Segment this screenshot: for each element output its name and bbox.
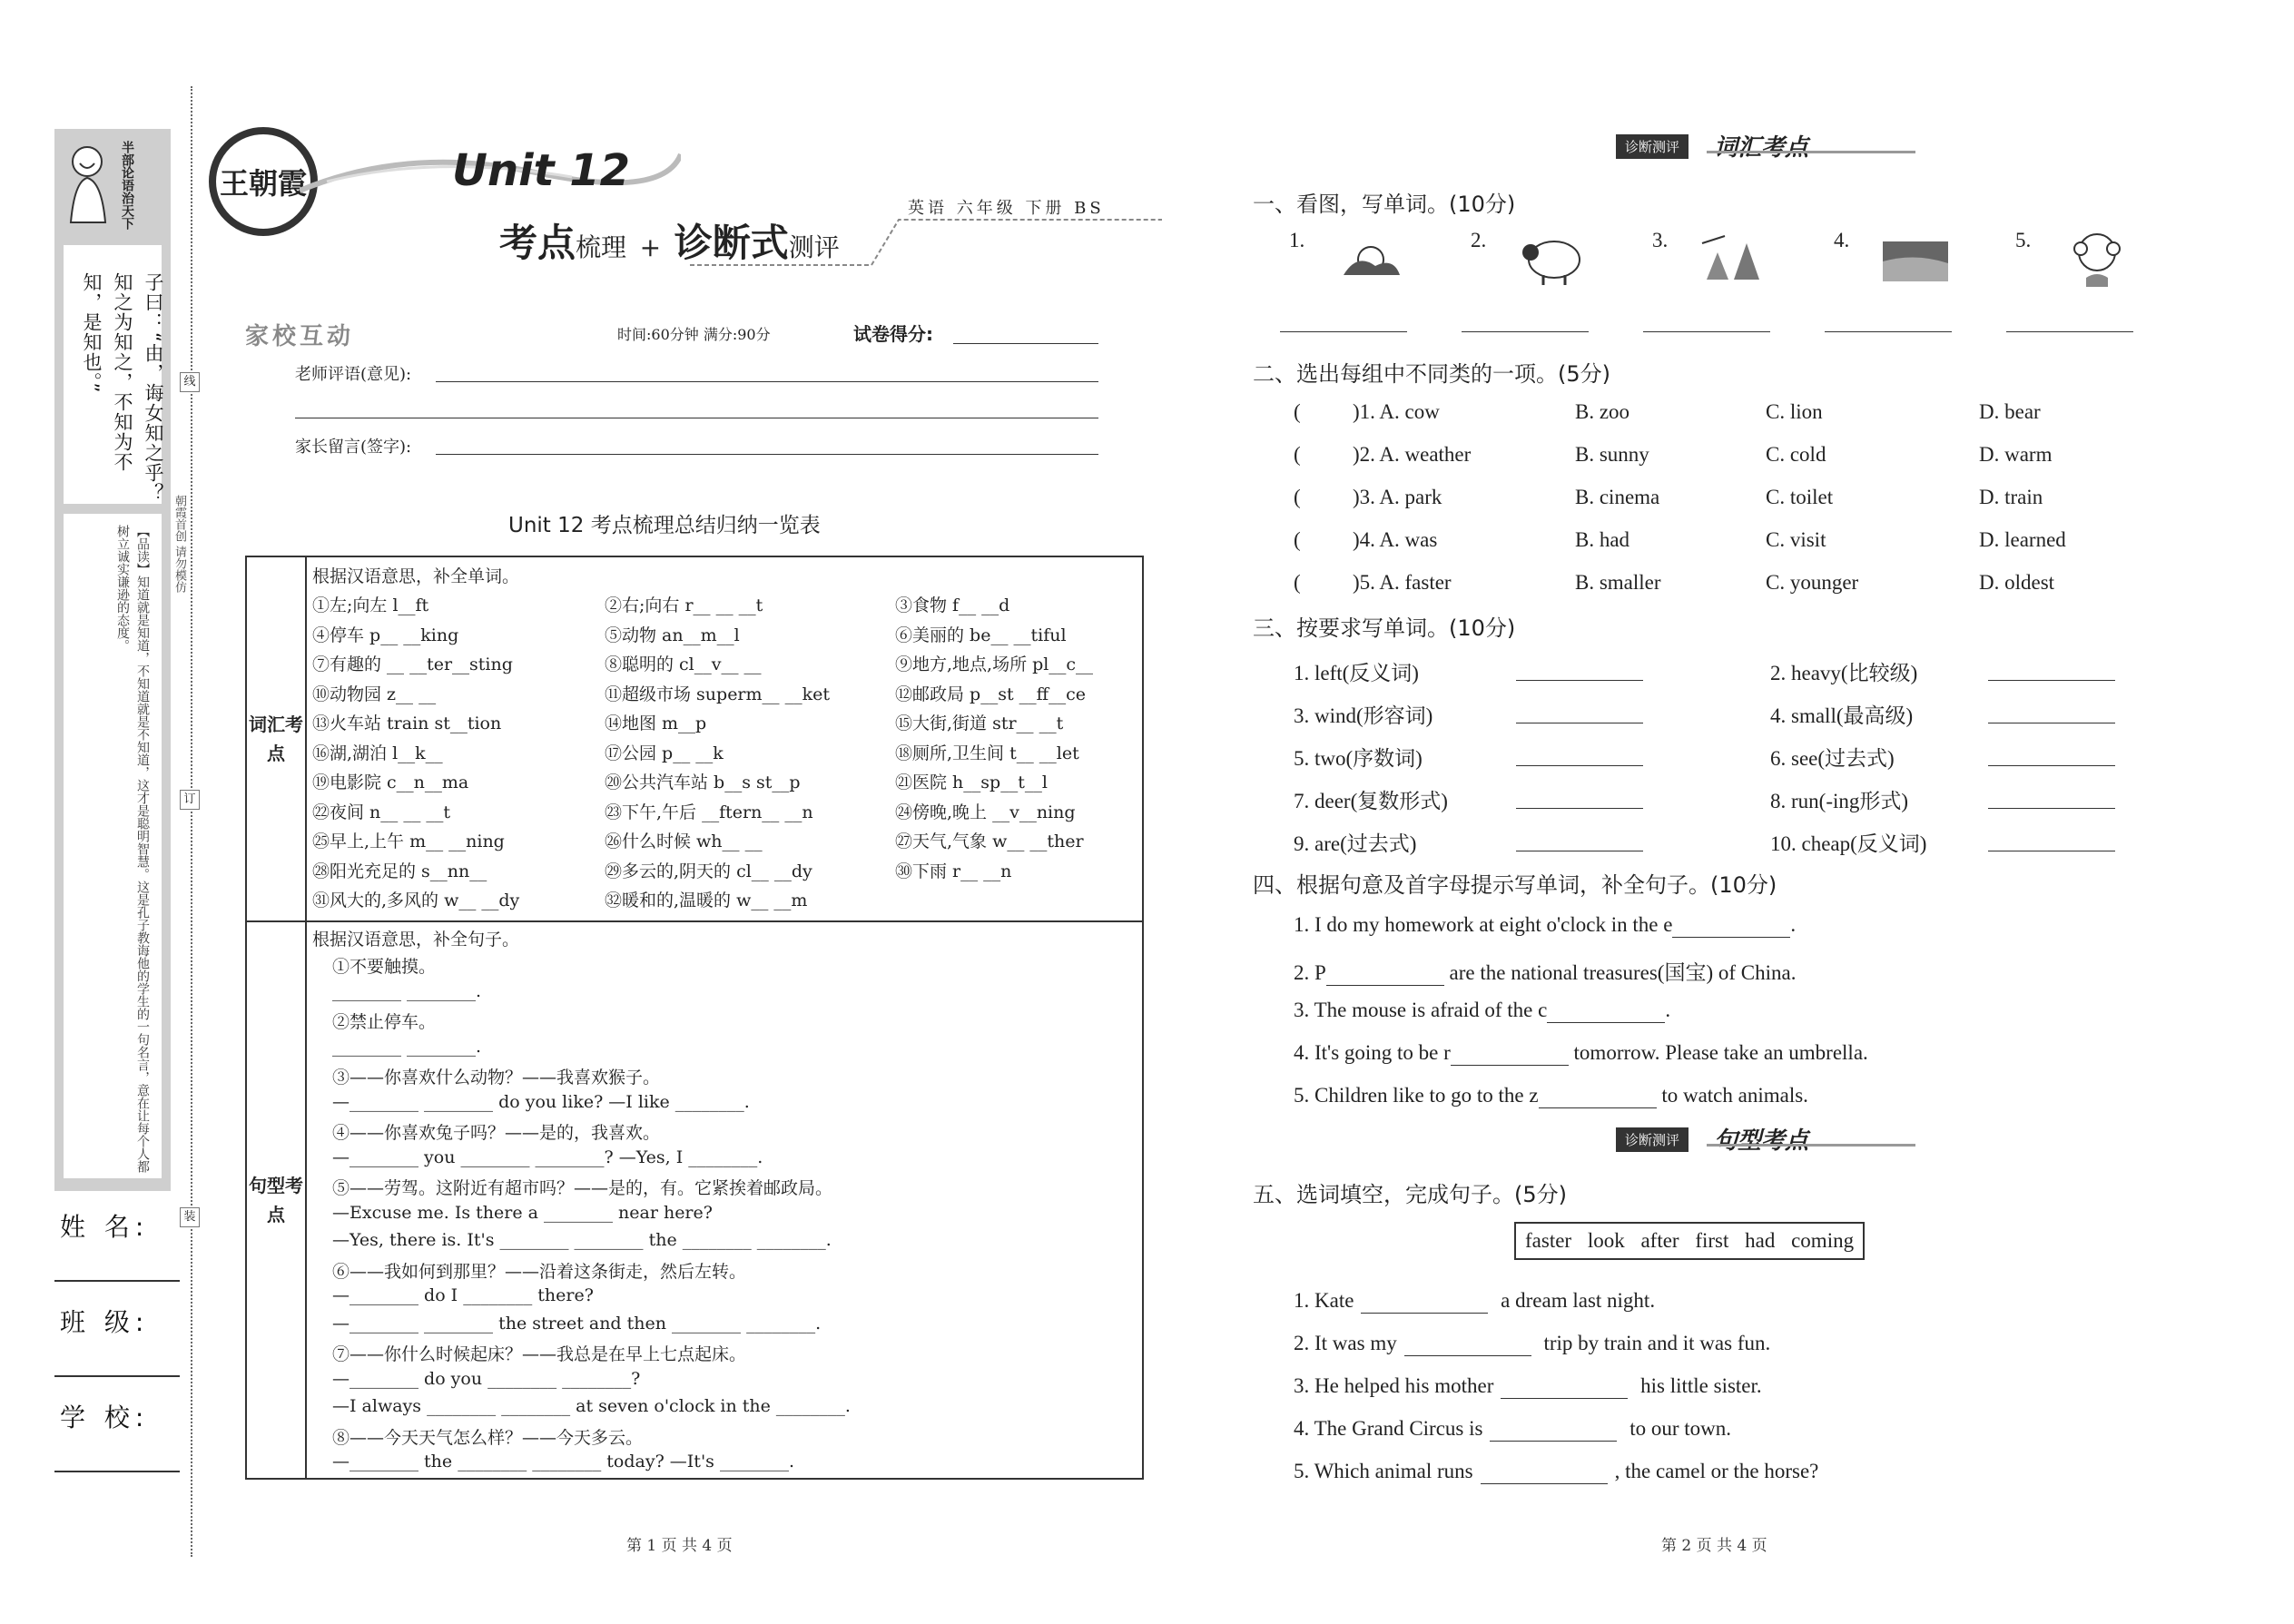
answer-blank[interactable] <box>1280 331 1407 332</box>
word-form-item: 10. cheap(反义词) <box>1770 832 1927 855</box>
answer-blank[interactable] <box>1547 999 1665 1023</box>
answer-blank[interactable] <box>1988 808 2115 809</box>
sentence-line: ②禁止停车。 <box>332 1012 437 1032</box>
sentence-line: ⑧——今天天气怎么样？——今天多云。 <box>332 1427 644 1448</box>
grade-info: 英语 六年级 下册 BS <box>908 199 1105 218</box>
answer-blank[interactable] <box>1501 1374 1628 1399</box>
word-form-item: 6. see(过去式) <box>1770 747 1895 770</box>
sentence-text: 1. I do my homework at eight o'clock in the e <box>1294 913 1673 936</box>
vocab-cell: ⑮大街,街道 str__ __t <box>895 714 1064 733</box>
answer-blank[interactable] <box>1404 1332 1531 1356</box>
banner-tag: 诊断测评 <box>1616 134 1689 159</box>
lake-picture <box>1879 225 1952 289</box>
sentence-text: tomorrow. Please take an umbrella. <box>1568 1041 1868 1064</box>
sentence-instruction: 根据汉语意思，补全句子。 <box>312 930 520 950</box>
confucius-figure <box>62 136 114 227</box>
sentence-line: —Yes, there is. It's ________ ________ the ________ ________. <box>332 1230 832 1250</box>
picture-number: 4. <box>1834 229 1850 251</box>
vocab-cell: ⑨地方,地点,场所 pl__c__ <box>895 655 1093 674</box>
sentence-line: ③——你喜欢什么动物？——我喜欢猴子。 <box>332 1068 661 1088</box>
sentence-line: —________ ________ the street and then ________ ________. <box>332 1313 822 1334</box>
sentence-item <box>1294 1374 1762 1399</box>
sentence-text: 4. It's going to be r <box>1294 1041 1451 1064</box>
picture-number: 3. <box>1652 229 1669 251</box>
sentence-text: , the camel or the horse? <box>1614 1460 1819 1482</box>
word-form-item: 5. two(序数词) <box>1294 747 1423 770</box>
cloudy-sun-picture <box>1334 225 1407 289</box>
picture-number: 2. <box>1471 229 1487 251</box>
vocab-cell: ⑪超级市场 superm__ __ket <box>605 684 830 704</box>
vocab-cell: ⑯湖,湖泊 l__k__ <box>312 743 443 763</box>
sentence-line: —________ you ________ ________? —Yes, I ________. <box>332 1147 763 1167</box>
binding-mark: 线 <box>180 372 200 392</box>
vocab-cell: ㉜暖和的,温暖的 w__ __m <box>605 891 808 910</box>
vocab-instruction: 根据汉语意思，补全单词。 <box>312 566 520 586</box>
sentence-text: to our town. <box>1624 1417 1732 1440</box>
choice-option: B. had <box>1575 528 1630 551</box>
sentence-item <box>1294 1417 1731 1442</box>
answer-blank[interactable] <box>1516 765 1643 766</box>
choice-option: B. sunny <box>1575 443 1649 466</box>
monkey-picture <box>2061 225 2133 289</box>
sentence-line: ⑥——我如何到那里？——沿着这条街走，然后左转。 <box>332 1261 747 1282</box>
sentence-line: —I always ________ ________ at seven o'clock in the ________. <box>332 1396 851 1416</box>
vocab-cell: ⑲电影院 c__n__ma <box>312 773 469 792</box>
vocab-cell: ②右;向右 r__ __ __t <box>605 595 763 615</box>
choice-option: B. zoo <box>1575 400 1630 423</box>
choice-option: C. toilet <box>1766 486 1834 508</box>
title-underline <box>690 211 1162 274</box>
word-form-item: 7. deer(复数形式) <box>1294 790 1448 812</box>
vocab-cell: ⑩动物园 z__ __ <box>312 684 437 704</box>
answer-bracket[interactable]: ( <box>1294 571 1301 594</box>
logo-text: 王朝霞 <box>219 166 307 201</box>
answer-blank[interactable] <box>1326 961 1444 986</box>
answer-blank[interactable] <box>1361 1289 1488 1314</box>
answer-blank[interactable] <box>1481 1460 1608 1484</box>
vocab-cell: ⑭地图 m__p <box>605 714 707 733</box>
choice-option: C. lion <box>1766 400 1823 423</box>
unit-title: Unit 12 <box>452 145 631 196</box>
vocab-cell: ⑫邮政局 p__st __ff__ce <box>895 684 1087 704</box>
choice-option: )5. A. faster <box>1353 571 1452 594</box>
table-divider <box>245 920 1144 922</box>
picture-number: 5. <box>2015 229 2032 251</box>
sheep-picture <box>1516 225 1589 289</box>
sentence-text: 3. He helped his mother <box>1294 1374 1494 1397</box>
answer-bracket[interactable]: ( <box>1294 486 1301 508</box>
answer-bracket[interactable]: ( <box>1294 443 1301 466</box>
sentence-item <box>1294 999 1670 1023</box>
proverb-heading: 半部论语治天下 <box>120 141 134 230</box>
choice-option: )4. A. was <box>1353 528 1438 551</box>
sentence-text: 2. It was my <box>1294 1332 1397 1354</box>
section-3-title: 三、按要求写单词。(10分) <box>1253 615 1516 641</box>
banner-arrow <box>1707 151 1915 153</box>
confucius-quote: 子曰：“由，诲女知之乎？知之为知之，不知为不知，是知也。” <box>81 272 164 503</box>
vocab-cell: ㉕早上,上午 m__ __ning <box>312 832 505 851</box>
picture-number: 1. <box>1289 229 1305 251</box>
section-5-title: 五、选词填空，完成句子。(5分) <box>1253 1182 1567 1207</box>
choice-option: C. visit <box>1766 528 1826 551</box>
answer-bracket[interactable]: ( <box>1294 528 1301 551</box>
sentence-line: ________ ________. <box>332 1036 482 1057</box>
answer-blank[interactable] <box>1516 808 1643 809</box>
page-footer-right: 第 2 页 共 4 页 <box>1661 1537 1767 1555</box>
vocab-cell: ⑥美丽的 be__ __tiful <box>895 625 1067 645</box>
pindu-text: 【品读】知道就是知道，不知道就是不知道，这才是聪明智慧。这是孔子教诲他的学生的一句名言，意在让每个人都树立诚实谦逊的态度。 <box>115 525 150 1173</box>
sentence-line: ①不要触摸。 <box>332 957 437 977</box>
banner-tag: 诊断测评 <box>1616 1127 1689 1152</box>
sentence-line: ⑤——劳驾。这附近有超市吗？——是的，有。它紧挨着邮政局。 <box>332 1178 833 1198</box>
sentence-line: —________ do I ________ there? <box>332 1285 594 1305</box>
score-field[interactable] <box>953 343 1098 344</box>
name-field[interactable] <box>54 1280 180 1282</box>
vocab-cell: ⑱厕所,卫生间 t__ __let <box>895 743 1079 763</box>
teacher-comment-field[interactable] <box>436 381 1098 382</box>
binding-mark: 订 <box>180 790 200 810</box>
word-form-item: 1. left(反义词) <box>1294 662 1419 684</box>
sentence-text: are the national treasures(国宝) of China. <box>1443 961 1797 984</box>
answer-blank[interactable] <box>1988 765 2115 766</box>
section-2-title: 二、选出每组中不同类的一项。(5分) <box>1253 361 1610 387</box>
vocab-cell: ㉗天气,气象 w__ __ther <box>895 832 1084 851</box>
sentence-item <box>1294 1289 1655 1314</box>
sentence-item <box>1294 1084 1808 1108</box>
choice-option: )2. A. weather <box>1353 443 1472 466</box>
school-label: 学 校: <box>60 1403 150 1432</box>
sentence-text: his little sister. <box>1635 1374 1762 1397</box>
binding-line <box>191 86 192 1557</box>
vocab-cell: ㉙多云的,阴天的 cl__ __dy <box>605 861 812 881</box>
sentence-line: —________ do you ________ ________? <box>332 1368 641 1389</box>
sentence-text: a dream last night. <box>1495 1289 1656 1312</box>
sentence-category: 句型考点 <box>249 1175 303 1225</box>
choice-option: D. oldest <box>1979 571 2055 594</box>
school-field[interactable] <box>54 1471 180 1472</box>
vocab-cell: ③食物 f__ __d <box>895 595 1010 615</box>
sentence-line: —________ ________ do you like? —I like ________. <box>332 1091 750 1112</box>
vocab-cell: ㉛风大的,多风的 w__ __dy <box>312 891 520 910</box>
sentence-text: 5. Children like to go to the z <box>1294 1084 1539 1107</box>
choice-option: D. train <box>1979 486 2043 508</box>
vocab-cell: ㉖什么时候 wh__ __ <box>605 832 763 851</box>
vocab-category: 词汇考点 <box>249 714 303 764</box>
banner-name: 句型考点 <box>1714 1127 1809 1155</box>
answer-blank[interactable] <box>1988 680 2115 681</box>
sentence-line: —Excuse me. Is there a ________ near here? <box>332 1202 713 1223</box>
sentence-item <box>1294 913 1796 938</box>
vocab-cell: ㉔傍晚,晚上 __v__ning <box>895 802 1076 822</box>
section-4-title: 四、根据句意及首字母提示写单词，补全句子。(10分) <box>1253 872 1777 898</box>
vocab-cell: ⑦有趣的 __ __ter__sting <box>312 655 513 674</box>
section-1-title: 一、看图，写单词。(10分) <box>1253 192 1516 217</box>
vocab-cell: ⑳公共汽车站 b__s st__p <box>605 773 801 792</box>
answer-blank[interactable] <box>1451 1041 1569 1066</box>
answer-blank[interactable] <box>1490 1417 1617 1442</box>
sentence-item <box>1294 1332 1770 1356</box>
teacher-comment-label: 老师评语(意见): <box>295 365 412 384</box>
table-heading: Unit 12 考点梳理总结归纳一览表 <box>508 514 821 537</box>
answer-blank[interactable] <box>1539 1084 1657 1108</box>
sentence-text: . <box>1790 913 1797 936</box>
choice-option: D. bear <box>1979 400 2041 423</box>
parent-comment-label: 家长留言(签字): <box>295 438 412 457</box>
time-info: 时间:60分钟 满分:90分 <box>617 326 771 343</box>
vocab-cell: ㉚下雨 r__ __n <box>895 861 1012 881</box>
sentence-text: . <box>1665 999 1671 1021</box>
vocab-cell: ㉑医院 h__sp__t__l <box>895 773 1048 792</box>
answer-blank[interactable] <box>1516 680 1643 681</box>
banner-arrow <box>1707 1144 1915 1147</box>
score-label: 试卷得分: <box>853 323 933 345</box>
word-form-item: 9. are(过去式) <box>1294 832 1417 855</box>
sentence-text: 3. The mouse is afraid of the c <box>1294 999 1548 1021</box>
sentence-text: 4. The Grand Circus is <box>1294 1417 1483 1440</box>
answer-bracket[interactable]: ( <box>1294 400 1301 423</box>
vocab-banner <box>1616 129 1925 162</box>
windy-trees-picture <box>1698 225 1770 289</box>
sentence-text: 5. Which animal runs <box>1294 1460 1473 1482</box>
vocab-cell: ④停车 p__ __king <box>312 625 459 645</box>
answer-blank[interactable] <box>1643 331 1770 332</box>
main-title: 考点梳理 + 诊断式测评 <box>499 221 840 265</box>
sentence-banner <box>1616 1122 1925 1155</box>
copyright-note: 朝霞首创 请勿模仿 <box>172 495 186 594</box>
sentence-item <box>1294 956 1796 986</box>
answer-blank[interactable] <box>1462 331 1589 332</box>
word-form-item: 3. wind(形容词) <box>1294 704 1433 727</box>
sentence-line: ________ ________. <box>332 980 482 1001</box>
vocab-cell: ㉘阳光充足的 s__nn__ <box>312 861 487 881</box>
sentence-text: trip by train and it was fun. <box>1538 1332 1771 1354</box>
home-school-label: 家校互动 <box>245 323 355 350</box>
vocab-cell: ㉒夜间 n__ __ __t <box>312 802 450 822</box>
class-label: 班 级: <box>60 1307 150 1337</box>
choice-option: D. warm <box>1979 443 2053 466</box>
vocab-cell: ⑤动物 an__m__l <box>605 625 740 645</box>
vocab-cell: ㉓下午,午后 __ftern__ __n <box>605 802 813 822</box>
vocab-cell: ⑧聪明的 cl__v__ __ <box>605 655 762 674</box>
sentence-line: ④——你喜欢兔子吗？——是的，我喜欢。 <box>332 1123 661 1143</box>
binding-mark: 装 <box>180 1207 200 1227</box>
parent-comment-field[interactable] <box>436 454 1098 455</box>
answer-blank[interactable] <box>1672 913 1790 938</box>
choice-option: C. cold <box>1766 443 1826 466</box>
word-form-item: 8. run(-ing形式) <box>1770 790 1909 812</box>
word-form-item: 4. small(最高级) <box>1770 704 1914 727</box>
choice-option: )3. A. park <box>1353 486 1442 508</box>
answer-blank[interactable] <box>1825 331 1952 332</box>
vocab-cell: ⑰公园 p__ __k <box>605 743 724 763</box>
vocab-cell: ⑬火车站 train st__tion <box>312 714 502 733</box>
sentence-text: to watch animals. <box>1656 1084 1808 1107</box>
sentence-text: 2. P <box>1294 961 1326 984</box>
sentence-item <box>1294 1460 1818 1484</box>
sentence-item <box>1294 1041 1868 1066</box>
choice-option: )1. A. cow <box>1353 400 1440 423</box>
choice-option: C. younger <box>1766 571 1859 594</box>
banner-name: 词汇考点 <box>1714 134 1809 162</box>
sentence-line: ⑦——你什么时候起床？——我总是在早上七点起床。 <box>332 1344 747 1364</box>
name-label: 姓 名: <box>60 1212 150 1242</box>
table-column-divider <box>305 556 307 1480</box>
answer-blank[interactable] <box>2006 331 2133 332</box>
sentence-line: —________ the ________ ________ today? —It's ________. <box>332 1452 794 1471</box>
word-form-item: 2. heavy(比较级) <box>1770 662 1918 684</box>
vocab-cell: ①左;向左 l__ft <box>312 595 429 615</box>
class-field[interactable] <box>54 1375 180 1377</box>
choice-option: B. cinema <box>1575 486 1660 508</box>
choice-option: D. learned <box>1979 528 2066 551</box>
choice-option: B. smaller <box>1575 571 1661 594</box>
page-footer-left: 第 1 页 共 4 页 <box>626 1537 733 1555</box>
word-bank: faster look after first had coming <box>1514 1222 1865 1260</box>
sentence-text: 1. Kate <box>1294 1289 1354 1312</box>
